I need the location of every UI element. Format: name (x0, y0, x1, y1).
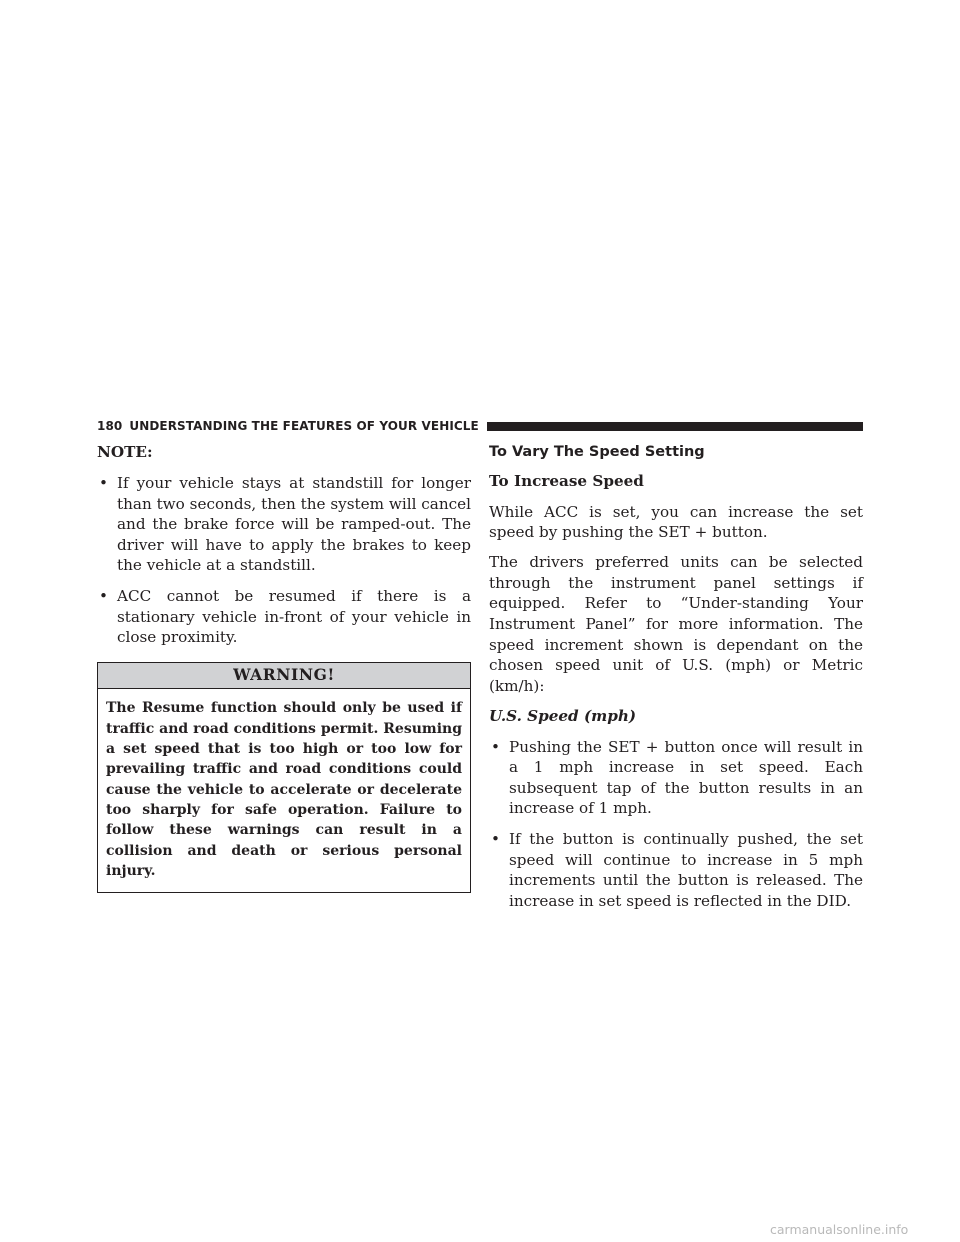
bullet-text: ACC cannot be resumed if there is a stationary vehicle in-front of your vehicle in close proximity. (117, 587, 471, 647)
bullet-text: If your vehicle stays at standstill for longer than two seconds, then the system will cancel and the brake force will be ramped-out. The driver will have to apply the brakes to keep the vehicle at a standstill. (117, 474, 471, 575)
bullet-icon: • (491, 829, 500, 848)
bullet-text: If the button is continually pushed, the set speed will continue to increase in 5 mph increments until the button is released. The increase in set speed is reflected in the DID. (509, 829, 863, 910)
paragraph-units: The drivers preferred units can be selected through the instrument panel settings if equipped. Refer to “Under-standing Your Instrument Panel” for more information. The speed increment shown is dependant on the chosen speed unit of U.S. (mph) or Metric (km/h): (489, 553, 863, 695)
note-label: NOTE: (97, 443, 153, 461)
note-bullet-list (97, 473, 471, 648)
list-item (489, 829, 863, 911)
us-speed-heading: U.S. Speed (mph) (489, 706, 637, 725)
us-speed-bullet-list (489, 737, 863, 912)
page-header (97, 418, 863, 434)
bullet-icon: • (99, 474, 108, 493)
watermark: carmanualsonline.info (770, 1222, 909, 1237)
increase-speed-heading: To Increase Speed (489, 472, 644, 490)
list-item (489, 737, 863, 819)
paragraph-set-button: While ACC is set, you can increase the set speed by pushing the SET + button. (489, 502, 863, 542)
bullet-icon: • (491, 737, 500, 756)
bullet-icon: • (99, 587, 108, 606)
list-item (97, 473, 471, 576)
right-column (489, 442, 863, 921)
list-item (97, 586, 471, 648)
section-heading: To Vary The Speed Setting (489, 444, 705, 460)
header-rule (487, 422, 863, 431)
warning-box (97, 662, 471, 893)
warning-title: WARNING! (98, 663, 470, 690)
page-number: 180 (97, 419, 123, 433)
section-title: UNDERSTANDING THE FEATURES OF YOUR VEHICLE (129, 419, 479, 433)
warning-body: The Resume function should only be used if traffic and road conditions permit. Resuming a set speed that is too high or too low for prevailing traffic and road conditions could cause the vehicle to accelerate or decelerate too sharply for safe operation. Failure to follow these warnings can result in a collision and death or serious personal injury. (106, 700, 462, 879)
bullet-text: Pushing the SET + button once will result in a 1 mph increase in set speed. Each subsequent tap of the button results in an increase of 1 mph. (509, 737, 863, 818)
left-column (97, 442, 471, 893)
